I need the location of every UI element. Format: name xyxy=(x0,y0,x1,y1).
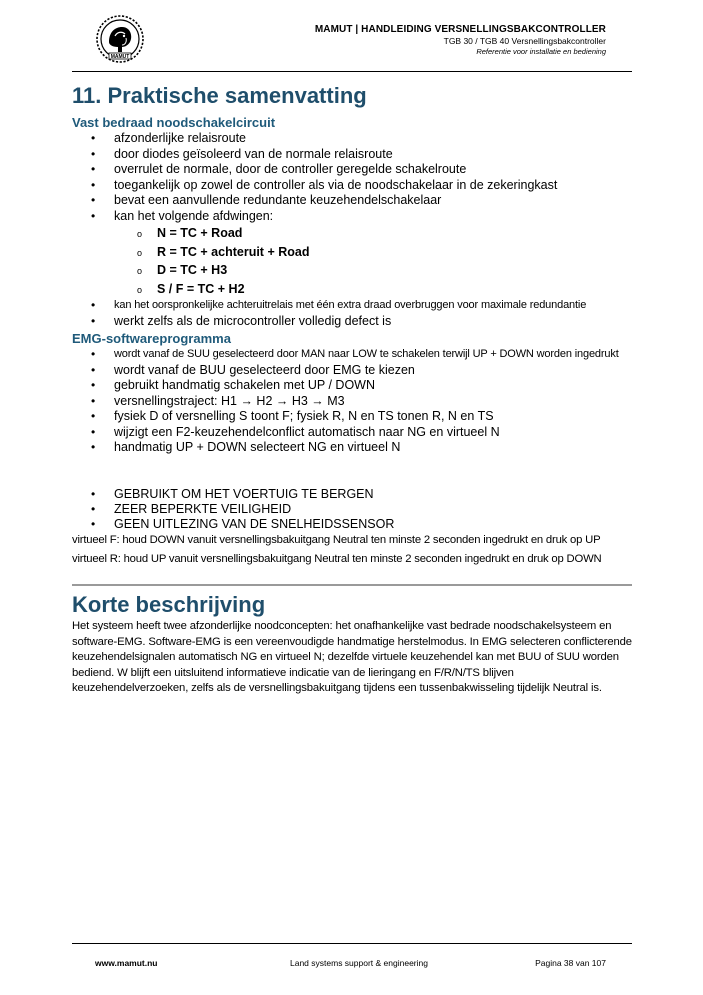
description-title: Korte beschrijving xyxy=(72,592,266,617)
list-item: • door diodes geïsoleerd van de normale relaisroute xyxy=(72,147,632,163)
document-title: MAMUT | HANDLEIDING VERSNELLINGSBAKCONTROLLER xyxy=(314,24,606,35)
virtual-f-note: virtueel F: houd DOWN vanuit versnellingsbakuitgang Neutral ten minste 2 seconden ingedrukt en druk op UP xyxy=(72,533,601,546)
list-item: • fysiek D of versnelling S toont F; fysiek R, N en TS tonen R, N en TS xyxy=(72,409,632,425)
list-item: • handmatig UP + DOWN selecteert NG en virtueel N xyxy=(72,440,632,456)
forced-states-list xyxy=(72,224,632,298)
warning-item: • ZEER BEPERKTE VEILIGHEID xyxy=(72,502,632,518)
list-item: • bevat een aanvullende redundante keuzehendelschakelaar xyxy=(72,193,632,209)
hardwired-list-continued xyxy=(72,298,632,329)
spacer xyxy=(72,456,632,487)
document-subtitle: TGB 30 / TGB 40 Versnellingsbakcontroller xyxy=(443,36,606,46)
footer-page-number: Pagina 38 van 107 xyxy=(535,958,606,968)
emg-heading: EMG-softwareprogramma xyxy=(72,331,231,346)
description-body: Het systeem heeft twee afzonderlijke noodconcepten: het onafhankelijke vast bedrade noodschakelsysteem en software-EMG. Software-EMG is een vereenvoudigde handmatige herstelmodus. In EMG selecteren conflicterende keuzehendelsignalen automatisch NG en virtueel N; dezelfde virtuele keuzehendel kan met BUU of SUU worden bediend. W blijft een uitsluitend informatieve indicatie van de lieringang en F/R/N/TS blijven keuzehendelverzoeken, zelfs als de versnellingsbakuitgang tijdens een tussenbakwisseling tijdelijk Neutral is. xyxy=(72,620,632,694)
hardwired-list xyxy=(72,131,632,224)
list-item: • wijzigt een F2-keuzehendelconflict automatisch naar NG en virtueel N xyxy=(72,425,632,441)
forced-state-item: o D = TC + H3 xyxy=(72,261,632,280)
emg-list xyxy=(72,347,632,456)
forced-state-item: o N = TC + Road xyxy=(72,224,632,243)
hardwired-heading: Vast bedraad noodschakelcircuit xyxy=(72,115,276,130)
section-divider xyxy=(72,584,632,586)
warning-item: • GEBRUIKT OM HET VOERTUIG TE BERGEN xyxy=(72,487,632,503)
list-item: • kan het volgende afdwingen: xyxy=(72,209,632,225)
list-item: • wordt vanaf de BUU geselecteerd door EMG te kiezen xyxy=(72,363,632,379)
list-item: • versnellingstraject: H1 → H2 → H3 → M3 xyxy=(72,394,632,410)
forced-state-item: o S / F = TC + H2 xyxy=(72,280,632,299)
forced-state-item: o R = TC + achteruit + Road xyxy=(72,243,632,262)
mamut-logo xyxy=(95,14,145,64)
warning-item: • GEEN UITLEZING VAN DE SNELHEIDSSENSOR xyxy=(72,518,632,531)
page-content xyxy=(72,82,632,567)
list-item: • kan het oorspronkelijke achteruitrelais met één extra draad overbruggen voor maximale redundantie xyxy=(72,298,632,314)
logo-wordmark: MAMUT xyxy=(110,54,130,60)
footer-tagline: Land systems support & engineering xyxy=(290,958,428,968)
list-item: • werkt zelfs als de microcontroller volledig defect is xyxy=(72,314,632,330)
list-item: • overrulet de normale, door de controller geregelde schakelroute xyxy=(72,162,632,178)
virtual-r-note: virtueel R: houd UP vanuit versnellingsbakuitgang Neutral ten minste 2 seconden ingedrukt en druk op DOWN xyxy=(72,552,602,565)
header-divider xyxy=(72,71,632,72)
footer-website: www.mamut.nu xyxy=(95,958,158,968)
list-item: • wordt vanaf de SUU geselecteerd door MAN naar LOW te schakelen terwijl UP + DOWN worden ingedrukt xyxy=(72,347,632,363)
list-item: • toegankelijk op zowel de controller als via de noodschakelaar in de zekeringkast xyxy=(72,178,632,194)
list-item: • afzonderlijke relaisroute xyxy=(72,131,632,147)
document-reference: Referentie voor installatie en bediening xyxy=(476,47,606,56)
section-title: 11. Praktische samenvatting xyxy=(72,83,367,108)
page-header xyxy=(315,24,606,57)
footer-divider xyxy=(72,943,632,944)
description-section xyxy=(72,591,632,697)
list-item: • gebruikt handmatig schakelen met UP / DOWN xyxy=(72,378,632,394)
emg-warning-list xyxy=(72,487,632,531)
